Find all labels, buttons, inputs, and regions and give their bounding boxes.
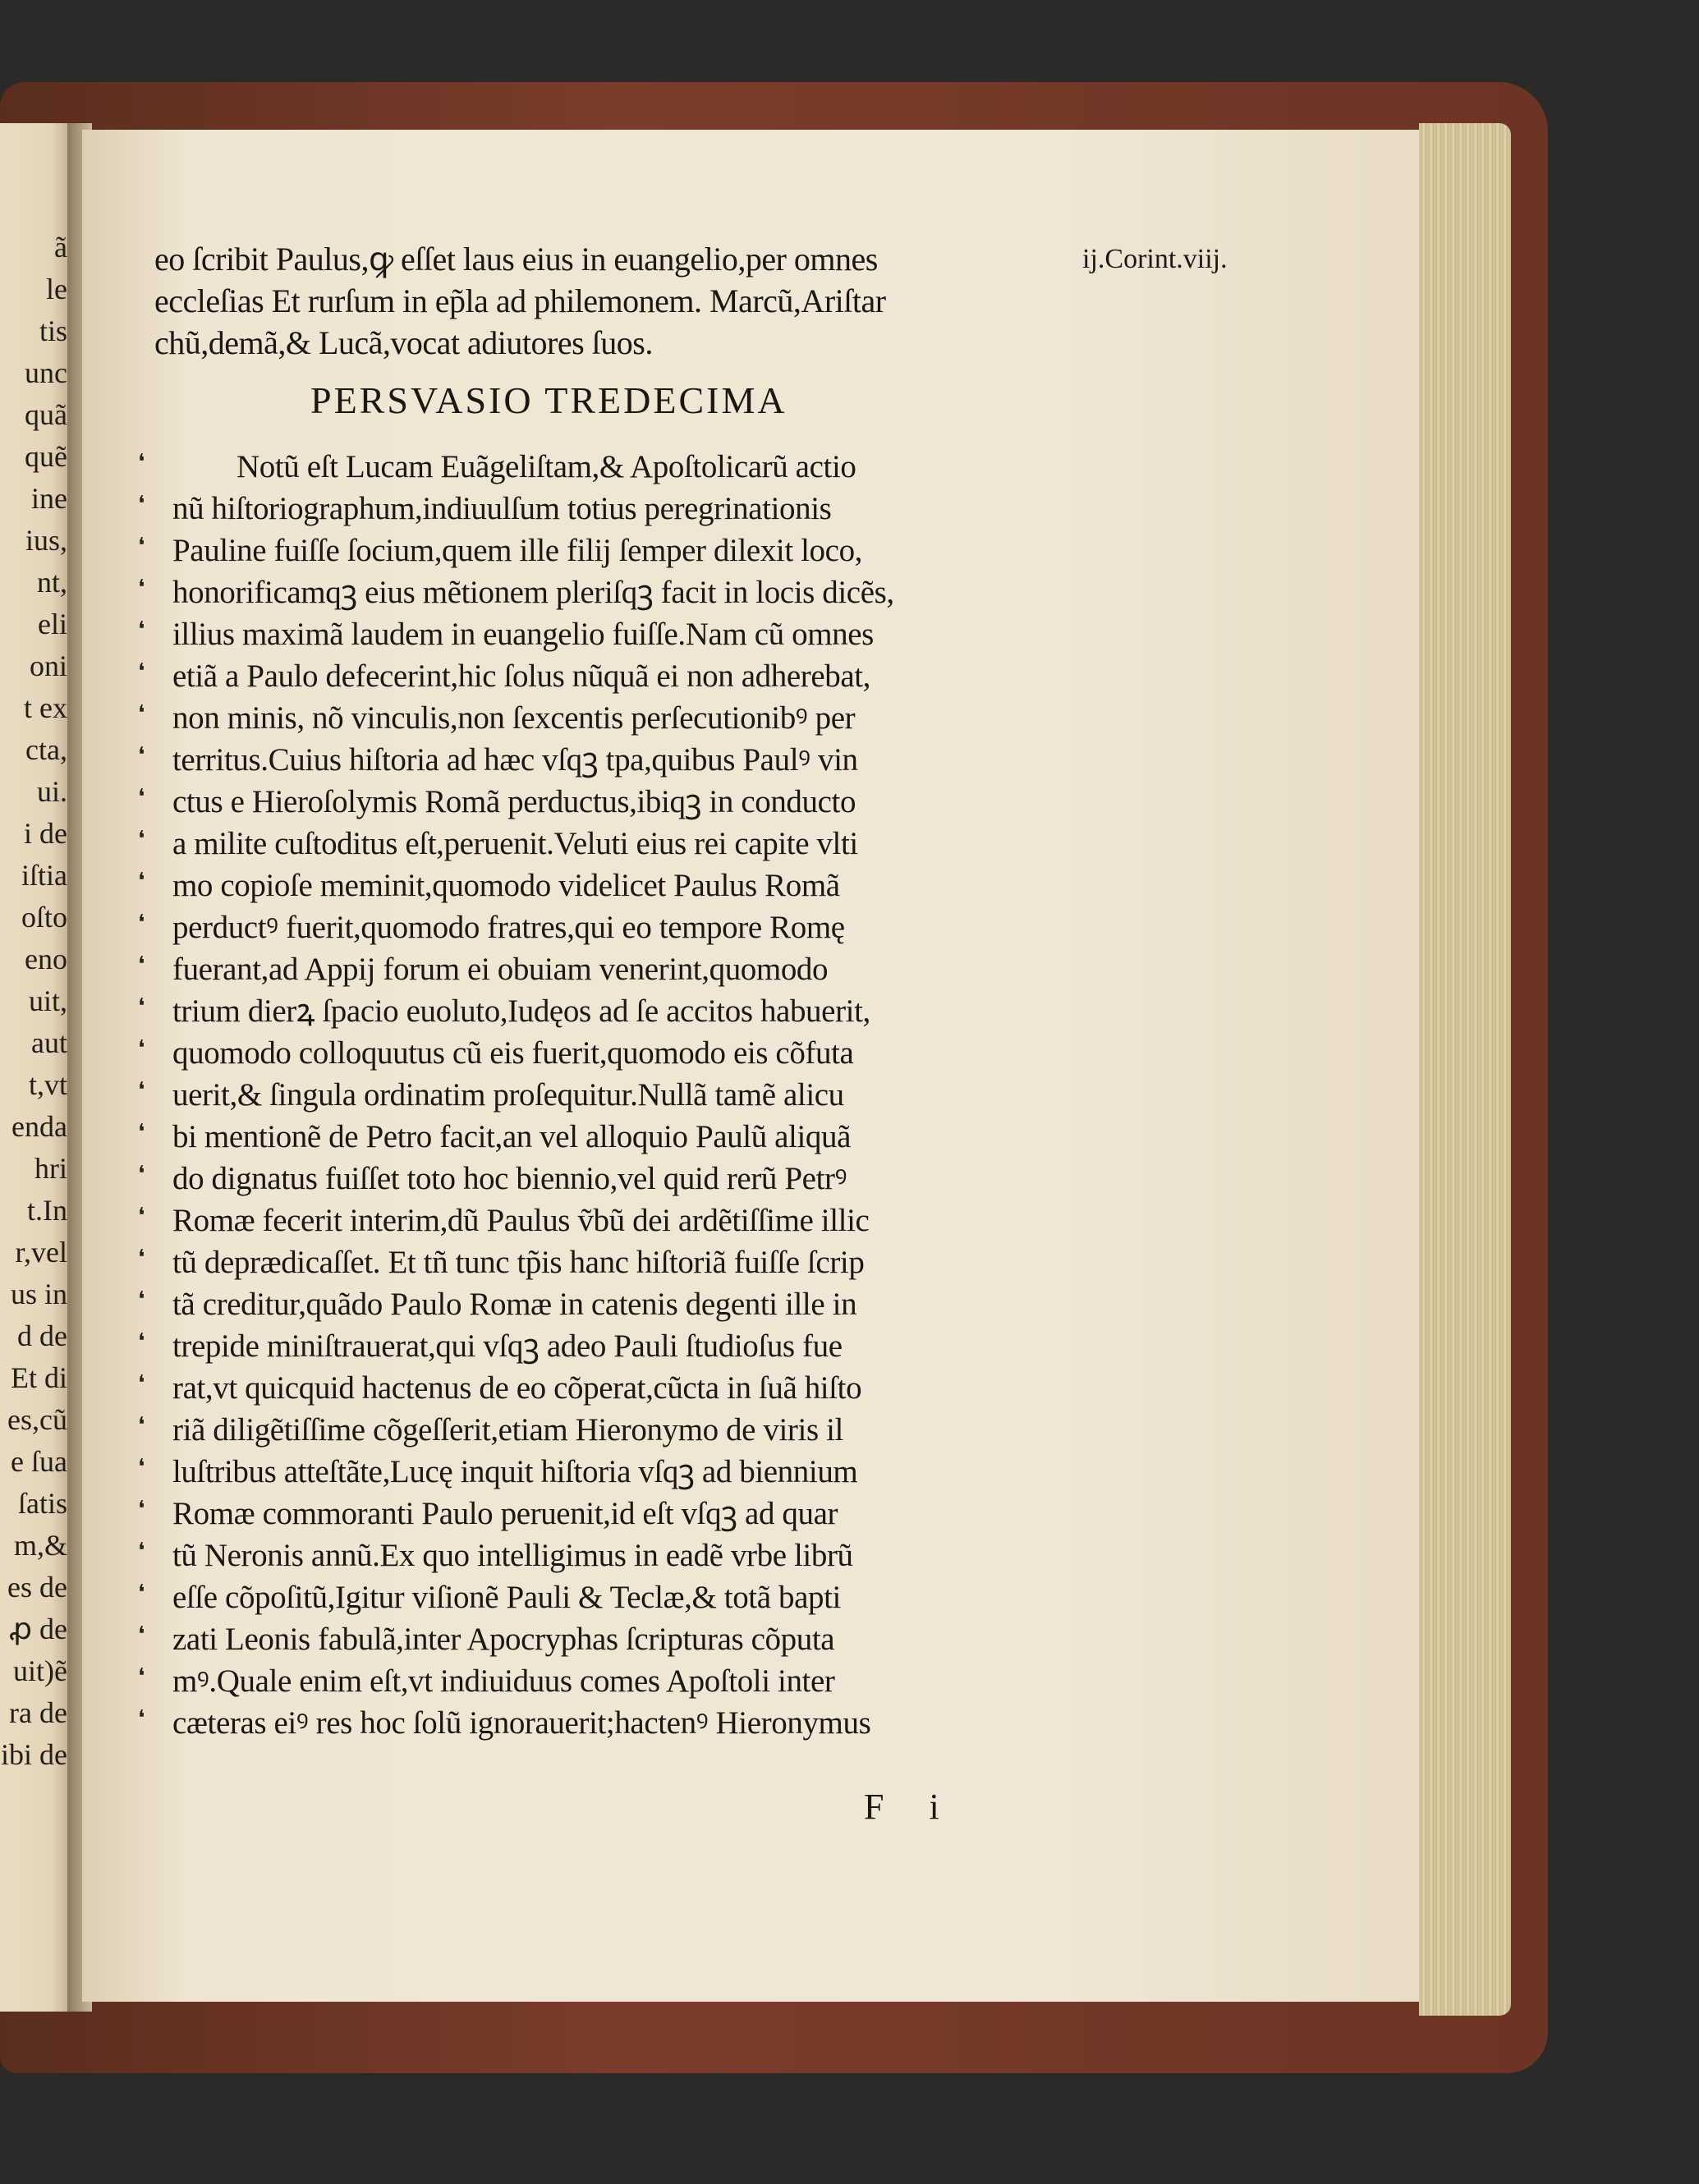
line-text: Notũ eſt Lucam Euãgeliſtam,& Apoſtolicarũ actio xyxy=(236,449,856,484)
left-page-fragment: unc xyxy=(25,356,67,389)
left-page-fragment: le xyxy=(46,273,67,305)
quotation-mark: ❛ xyxy=(138,1581,145,1604)
margin-note: ij.Corint.viij. xyxy=(1082,244,1228,274)
quotation-mark: ❛ xyxy=(138,743,145,767)
left-page-fragment: r,vel xyxy=(15,1236,67,1269)
quotation-mark: ❛ xyxy=(138,1246,145,1269)
text-line xyxy=(138,1074,1066,1116)
quotation-mark: ❛ xyxy=(138,1120,145,1144)
line-text: territus.Cuius hiſtoria ad hæc vſqꝫ tpa,quibus Paulꝰ vin xyxy=(172,742,858,778)
left-page-fragment: quã xyxy=(25,398,67,431)
left-page-fragment: t,vt xyxy=(28,1068,67,1101)
text-line xyxy=(138,697,1066,739)
left-page-edge xyxy=(0,123,72,2012)
line-text: trepide miniſtrauerat,qui vſqꝫ adeo Pauli ſtudioſus fue xyxy=(172,1328,843,1364)
text-line xyxy=(138,1660,1066,1702)
signature-mark: F i xyxy=(864,1787,957,1827)
left-page-fragment: enda xyxy=(11,1110,67,1143)
line-text: mo copioſe meminit,quomodo videlicet Paulus Romã xyxy=(172,868,840,903)
text-line xyxy=(138,1535,1066,1576)
quotation-mark: ❛ xyxy=(138,827,145,851)
quotation-mark: ❛ xyxy=(138,1413,145,1437)
left-page-fragment: hri xyxy=(34,1152,67,1185)
line-text: Romæ commoranti Paulo peruenit,id eſt vſqꝫ ad quar xyxy=(172,1496,838,1531)
left-page-fragment: ibi de xyxy=(1,1738,67,1771)
quotation-mark: ❛ xyxy=(138,994,145,1018)
left-page-fragment: t.In xyxy=(27,1194,67,1227)
section-heading: PERSVASIO TREDECIMA xyxy=(310,379,788,421)
line-text: fuerant,ad Appij forum ei obuiam venerint,quomodo xyxy=(172,952,829,987)
line-text: luſtribus atteſtãte,Lucę inquit hiſtoria vſqꝫ ad biennium xyxy=(172,1454,858,1489)
line-text: non minis, nõ vinculis,non ſexcentis perſecutionibꝰ per xyxy=(172,700,856,736)
left-page-fragment: Et di xyxy=(11,1361,67,1394)
text-line xyxy=(138,1325,1066,1367)
line-text: uerit,& ſingula ordinatim proſequitur.Nullã tamẽ alicu xyxy=(172,1077,844,1113)
text-line xyxy=(138,1451,1066,1493)
text-line xyxy=(138,1409,1066,1451)
text-line xyxy=(138,1032,1066,1074)
text-line xyxy=(138,1576,1066,1618)
text-line: eccleſias Et rurſum in ep̃la ad philemonem. Marcũ,Ariſtar xyxy=(154,282,886,319)
text-line xyxy=(138,1702,1066,1744)
quotation-mark: ❛ xyxy=(138,869,145,892)
line-text: Romæ fecerit interim,dũ Paulus ṽbũ dei ardẽtiſſime illic xyxy=(172,1203,870,1238)
text-line xyxy=(138,739,1066,781)
line-text: ctus e Hieroſolymis Romã perductus,ibiqꝫ in conducto xyxy=(172,784,856,819)
line-text: eſſe cõpoſitũ,Igitur viſionẽ Pauli & Teclæ,& totã bapti xyxy=(172,1580,841,1615)
left-page-fragment: es de xyxy=(7,1571,67,1604)
quotation-mark: ❛ xyxy=(138,576,145,599)
left-page-fragment: cta, xyxy=(25,733,67,766)
quotation-mark: ❛ xyxy=(138,1078,145,1102)
body-paragraph xyxy=(138,446,1066,1744)
quotation-mark: ❛ xyxy=(138,1371,145,1395)
line-text: tã creditur,quãdo Paulo Romæ in catenis degenti ille in xyxy=(172,1287,857,1322)
text-line xyxy=(138,530,1066,571)
left-page-fragment: ã xyxy=(54,231,67,264)
line-text: nũ hiſtoriographum,indiuulſum totius peregrinationis xyxy=(172,491,832,526)
left-page-fragment: es,cũ xyxy=(7,1403,67,1436)
quotation-mark: ❛ xyxy=(138,1287,145,1311)
line-text: etiã a Paulo defecerint,hic ſolus nũquã ei non adherebat, xyxy=(172,658,871,694)
left-page-fragment: oſto xyxy=(21,901,67,934)
text-line xyxy=(138,1493,1066,1535)
line-text: quomodo colloquutus cũ eis fuerit,quomodo eis cõfuta xyxy=(172,1035,854,1071)
quotation-mark: ❛ xyxy=(138,1706,145,1730)
quotation-mark: ❛ xyxy=(138,1664,145,1688)
line-text: zati Leonis fabulã,inter Apocryphas ſcripturas cõputa xyxy=(172,1622,835,1657)
text-line xyxy=(138,571,1066,613)
line-text: tũ deprædicaſſet. Et tñ tunc tp̃is hanc hiſtoriã fuiſſe ſcrip xyxy=(172,1245,865,1280)
text-line xyxy=(138,906,1066,948)
text-line xyxy=(138,1367,1066,1409)
quotation-mark: ❛ xyxy=(138,1329,145,1353)
quotation-mark: ❛ xyxy=(138,1162,145,1186)
text-line xyxy=(138,1158,1066,1200)
text-line xyxy=(138,865,1066,906)
left-page-fragment: e ſua xyxy=(11,1445,67,1478)
text-line: eo ſcribit Paulus,ꝙ eſſet laus eius in euangelio,per omnes xyxy=(154,241,878,278)
left-page-fragment: eno xyxy=(25,943,67,975)
left-page-fragment: iſtia xyxy=(21,859,67,892)
line-text: illius maximã laudem in euangelio fuiſſe.Nam cũ omnes xyxy=(172,617,874,652)
quotation-mark: ❛ xyxy=(138,534,145,557)
left-page-fragment: uit, xyxy=(28,984,67,1017)
line-text: riã diligẽtiſſime cõgeſſerit,etiam Hieronymo de viris il xyxy=(172,1412,843,1448)
line-text: bi mentionẽ de Petro facit,an vel alloquio Paulũ aliquã xyxy=(172,1119,852,1154)
left-page-fragment: d de xyxy=(17,1319,67,1352)
page-fore-edge xyxy=(1419,123,1511,2016)
quotation-mark: ❛ xyxy=(138,952,145,976)
left-page-fragment: uit)ẽ xyxy=(13,1654,67,1687)
text-line xyxy=(138,1241,1066,1283)
left-page-fragment: ꝓ de xyxy=(9,1613,67,1645)
text-line xyxy=(138,613,1066,655)
left-page-fragment: eli xyxy=(38,608,67,640)
quotation-mark: ❛ xyxy=(138,659,145,683)
left-page-fragment: nt, xyxy=(36,566,67,599)
quotation-mark: ❛ xyxy=(138,785,145,809)
text-line xyxy=(138,1618,1066,1660)
line-text: Pauline fuiſſe ſocium,quem ille filij ſemper dilexit loco, xyxy=(172,533,863,568)
quotation-mark: ❛ xyxy=(138,450,145,474)
line-text: mꝰ.Quale enim eſt,vt indiuiduus comes Apoſtoli inter xyxy=(172,1663,835,1699)
quotation-mark: ❛ xyxy=(138,1455,145,1479)
text-line xyxy=(138,823,1066,865)
quotation-mark: ❛ xyxy=(138,1204,145,1227)
left-page-fragment: m,& xyxy=(13,1529,67,1562)
left-page-fragment: ius, xyxy=(25,524,67,557)
quotation-mark: ❛ xyxy=(138,1497,145,1521)
text-line xyxy=(138,1116,1066,1158)
left-page-fragment: oni xyxy=(29,649,67,682)
text-line: chũ,demã,& Lucã,vocat adiutores ſuos. xyxy=(154,324,653,361)
left-page-fragment: ſatis xyxy=(18,1487,67,1520)
quotation-mark: ❛ xyxy=(138,492,145,516)
left-page-fragment: ine xyxy=(31,482,67,515)
quotation-mark: ❛ xyxy=(138,911,145,934)
left-page-fragment: t ex xyxy=(24,691,67,724)
line-text: a milite cuſtoditus eſt,peruenit.Veluti eius rei capite vlti xyxy=(172,826,858,861)
left-page-fragment: ra de xyxy=(9,1696,67,1729)
line-text: tũ Neronis annũ.Ex quo intelligimus in eadẽ vrbe librũ xyxy=(172,1538,853,1573)
left-page-fragment: quẽ xyxy=(25,440,67,473)
left-page-fragment: ui. xyxy=(36,775,67,808)
quotation-mark: ❛ xyxy=(138,1622,145,1646)
left-page-fragment: i de xyxy=(24,817,67,850)
text-line xyxy=(138,488,1066,530)
line-text: perductꝰ fuerit,quomodo fratres,qui eo tempore Romę xyxy=(172,910,845,945)
left-page-fragment: us in xyxy=(10,1278,67,1310)
text-line xyxy=(138,655,1066,697)
line-text: trium dierꝝ ſpacio euoluto,Iudęos ad ſe accitos habuerit, xyxy=(172,993,870,1029)
text-line xyxy=(138,446,1066,488)
left-page-fragment: aut xyxy=(31,1026,67,1059)
text-line xyxy=(138,1200,1066,1241)
line-text: rat,vt quicquid hactenus de eo cõperat,cũcta in ſuã hiſto xyxy=(172,1370,862,1406)
text-line xyxy=(138,1283,1066,1325)
line-text: do dignatus fuiſſet toto hoc biennio,vel quid rerũ Petrꝰ xyxy=(172,1161,847,1196)
quotation-mark: ❛ xyxy=(138,1036,145,1060)
text-line xyxy=(138,781,1066,823)
quotation-mark: ❛ xyxy=(138,1539,145,1562)
line-text: cæteras eiꝰ res hoc ſolũ ignorauerit;hactenꝰ Hieronymus xyxy=(172,1705,871,1741)
text-line xyxy=(138,948,1066,990)
main-text-block xyxy=(138,238,1066,1744)
quotation-mark: ❛ xyxy=(138,701,145,725)
quotation-mark: ❛ xyxy=(138,617,145,641)
text-line xyxy=(138,990,1066,1032)
line-text: honorificamqꝫ eius mẽtionem pleriſqꝫ facit in locis dicẽs, xyxy=(172,575,894,610)
left-page-fragment: tis xyxy=(39,314,67,347)
